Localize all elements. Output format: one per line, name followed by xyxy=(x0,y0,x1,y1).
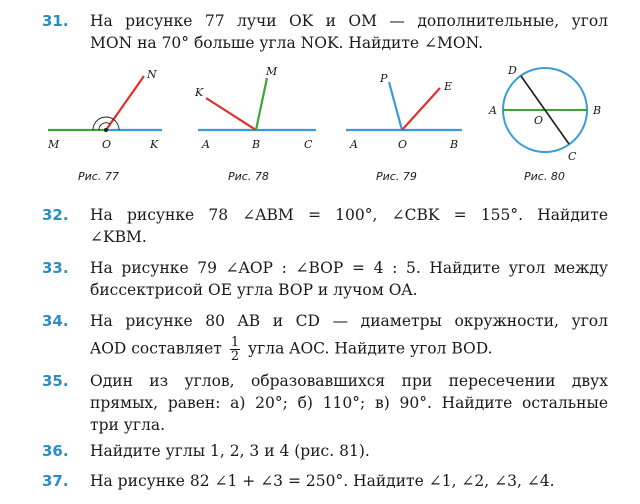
label-k: K xyxy=(195,86,204,99)
fraction xyxy=(230,336,240,363)
text-segment: угла AOC. Найдите угол BOD. xyxy=(248,339,493,358)
label-o: O xyxy=(102,138,112,151)
problem-line: На рисунке 77 лучи OK и OM — дополнительные, угол xyxy=(90,12,608,30)
problem-line: На рисунке 80 AB и CD — диаметры окружности, угол xyxy=(90,312,608,330)
problem-text xyxy=(90,204,608,248)
label-a: A xyxy=(350,138,358,151)
problem-number: 35. xyxy=(42,372,69,390)
label-o: O xyxy=(398,138,408,151)
problem-text xyxy=(90,10,608,54)
problem-line: На рисунке 79 ∠AOP : ∠BOP = 4 : 5. Найдите угол между xyxy=(90,259,608,277)
problem-line: ∠KBM. xyxy=(90,228,147,246)
problem-number: 37. xyxy=(42,472,69,490)
problem-line xyxy=(90,336,608,363)
figure-80 xyxy=(488,64,601,183)
caption-79: Рис. 79 xyxy=(376,170,417,183)
problem-line: MON на 70° больше угла NOK. Найдите ∠MON. xyxy=(90,34,484,52)
problem-line: Найдите углы 1, 2, 3 и 4 (рис. 81). xyxy=(90,442,370,460)
problem-line: Один из углов, образовавшихся при пересечении двух xyxy=(90,372,608,390)
label-b: B xyxy=(450,138,459,151)
problem-text xyxy=(90,257,608,301)
figure-79 xyxy=(346,72,462,183)
fraction-numerator: 1 xyxy=(230,335,240,350)
problem-number: 32. xyxy=(42,206,69,224)
caption-80: Рис. 80 xyxy=(524,170,565,183)
label-p: P xyxy=(380,72,388,85)
ray-op xyxy=(389,82,402,130)
problem-line: прямых, равен: а) 20°; б) 110°; в) 90°. Найдите остальные xyxy=(90,394,608,412)
fraction-denominator: 2 xyxy=(230,349,240,364)
problem-text xyxy=(90,310,608,363)
figures-row xyxy=(0,60,640,190)
figure-78 xyxy=(194,65,316,183)
caption-77: Рис. 77 xyxy=(78,170,119,183)
ray-bk xyxy=(206,98,256,130)
problem-number: 34. xyxy=(42,312,69,330)
problem-number: 31. xyxy=(42,12,69,30)
problem-number: 36. xyxy=(42,442,69,460)
problem-line: три угла. xyxy=(90,416,166,434)
problem-line: На рисунке 82 ∠1 + ∠3 = 250°. Найдите ∠1, ∠2, ∠3, ∠4. xyxy=(90,472,555,490)
label-c: C xyxy=(304,138,313,151)
label-e: E xyxy=(444,80,453,93)
label-b: B xyxy=(252,138,261,151)
label-m: M xyxy=(266,65,278,78)
caption-78: Рис. 78 xyxy=(228,170,269,183)
label-d: D xyxy=(508,64,517,77)
problem-line: биссектрисой OE угла BOP и лучом OA. xyxy=(90,281,418,299)
ray-bm xyxy=(256,78,267,130)
problem-text xyxy=(90,370,608,436)
problem-text xyxy=(90,440,608,462)
problem-text xyxy=(90,470,608,492)
label-o: O xyxy=(534,114,544,127)
label-k: K xyxy=(150,138,159,151)
point-o xyxy=(104,128,108,132)
label-a: A xyxy=(202,138,210,151)
text-segment: AOD составляет xyxy=(90,339,222,358)
problem-line: На рисунке 78 ∠ABM = 100°, ∠CBK = 155°. Найдите xyxy=(90,206,608,224)
label-c: C xyxy=(568,150,577,163)
label-b: B xyxy=(593,104,602,117)
problem-number: 33. xyxy=(42,259,69,277)
label-m: M xyxy=(48,138,60,151)
ray-on xyxy=(106,76,144,130)
figure-77 xyxy=(47,68,162,183)
ray-oe xyxy=(402,88,440,130)
label-n: N xyxy=(147,68,157,81)
label-a: A xyxy=(489,104,497,117)
